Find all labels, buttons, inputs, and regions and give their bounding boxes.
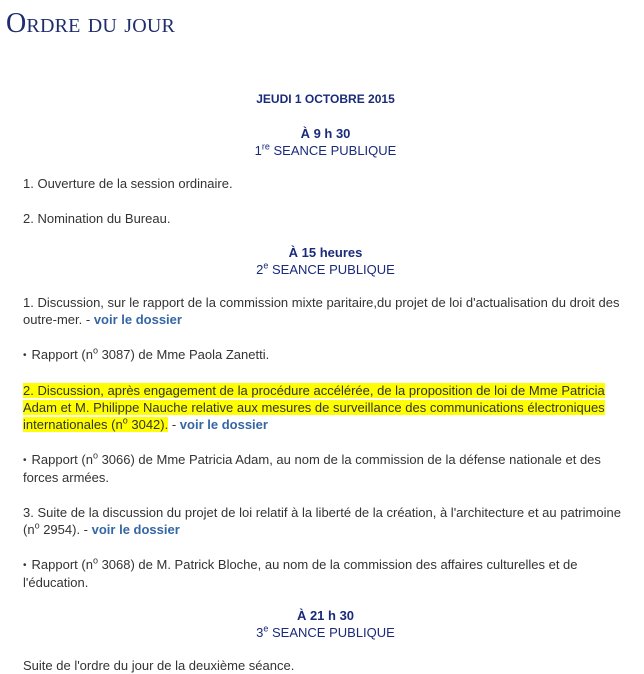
page-title: Ordre du jour: [6, 8, 176, 39]
agenda-item: 1. Ouverture de la session ordinaire.: [23, 176, 233, 191]
agenda-item-highlighted: 2. Discussion, après engagement de la procédure accélérée, de la proposition de loi de Mme Patricia Adam et M. Philippe Nauche relative aux mesures de surveillance des communications électroniques internationales ($n^o$ 3042). - voir le dossier: [23, 383, 605, 432]
report-item: • Rapport ($n^o$ 3066) de Mme Patricia Adam, au nom de la commission de la défense nationale et des forces armées.: [23, 451, 628, 486]
session-3-title: 3e SEANCE PUBLIQUE: [256, 623, 395, 640]
voir-le-dossier-link[interactable]: voir le dossier: [93, 312, 182, 327]
voir-le-dossier-link[interactable]: voir le dossier: [179, 417, 268, 432]
agenda-date: JEUDI 1 OCTOBRE 2015: [256, 92, 395, 106]
session-1-time: À 9 h 30: [300, 126, 351, 141]
agenda-item: 3. Suite de la discussion du projet de loi relatif à la liberté de la création, à l'architecture et au patrimoine ($n^o$ 2954). - voir le dossier: [23, 505, 621, 537]
report-item: • Rapport ($n^o$ 3068) de M. Patrick Bloche, au nom de la commission des affaires culturelles et de l'éducation.: [23, 556, 628, 591]
session-1-title: 1re SEANCE PUBLIQUE: [254, 141, 397, 158]
session-2-title: 2e SEANCE PUBLIQUE: [256, 260, 395, 277]
voir-le-dossier-link[interactable]: voir le dossier: [91, 522, 180, 537]
agenda-item: 1. Discussion, sur le rapport de la commission mixte paritaire,du projet de loi d'actualisation du droit des outre-mer. - voir le dossier: [23, 295, 620, 327]
agenda-content: [23, 84, 628, 674]
highlighted-text: 2. Discussion, après engagement de la procédure accélérée, de la proposition de loi de Mme Patricia Adam et M. Philippe Nauche relative aux mesures de surveillance des communications électroniques internationales ($n^o$ 3042).: [23, 383, 605, 432]
report-item: • Rapport ($n^o$ 3087) de Mme Paola Zanetti.: [23, 346, 628, 364]
agenda-item: Suite de l'ordre du jour de la deuxième séance.: [23, 658, 295, 673]
agenda-item: 2. Nomination du Bureau.: [23, 211, 171, 226]
session-2-time: À 15 heures: [288, 245, 363, 260]
session-3-time: À 21 h 30: [296, 608, 355, 623]
